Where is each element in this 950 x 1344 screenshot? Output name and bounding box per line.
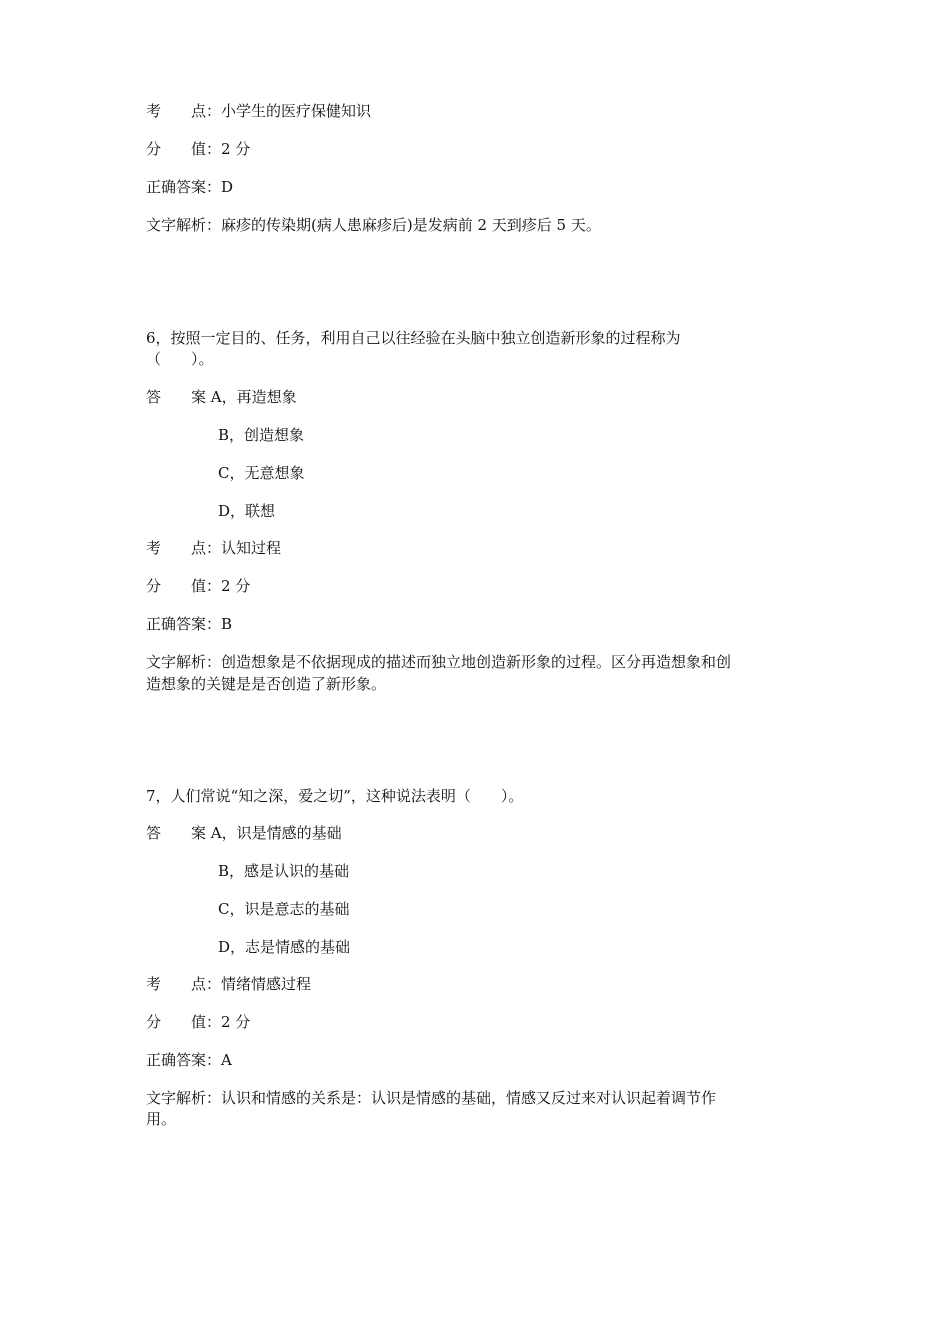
q6-analysis-line2: 造想象的关键是是否创造了新形象。 [146,675,387,693]
prev-fenzhi: 分 值：2 分 [146,140,251,158]
q7-answer: 正确答案：A [146,1051,232,1069]
q6-option-d: D，联想 [218,502,276,520]
q6-analysis-line1: 文字解析：创造想象是不依据现成的描述而独立地创造新形象的过程。区分再造想象和创 [146,653,732,671]
q7-kaodian: 考 点：情绪情感过程 [146,975,312,993]
q7-option-d: D，志是情感的基础 [218,938,351,956]
prev-answer: 正确答案：D [146,178,234,196]
q7-analysis-line1: 文字解析：认识和情感的关系是：认识是情感的基础，情感又反过来对认识起着调节作 [146,1089,717,1107]
q6-fenzhi: 分 值：2 分 [146,577,251,595]
q6-answer: 正确答案：B [146,615,233,633]
prev-analysis: 文字解析：麻疹的传染期(病人患麻疹后)是发病前 2 天到疹后 5 天。 [146,216,601,234]
q7-analysis-line2: 用。 [146,1110,177,1128]
q7-question: 7，人们常说“知之深，爱之切”，这种说法表明（ ）。 [146,787,524,805]
q6-option-c: C，无意想象 [218,464,305,482]
q7-option-b: B，感是认识的基础 [218,862,350,880]
q7-fenzhi: 分 值：2 分 [146,1013,251,1031]
q6-option-a: 答 案 A，再造想象 [146,388,297,406]
prev-kaodian: 考 点：小学生的医疗保健知识 [146,102,372,120]
q6-kaodian: 考 点：认知过程 [146,539,282,557]
q6-option-b: B，创造想象 [218,426,305,444]
q6-question-line1: 6，按照一定目的、任务，利用自己以往经验在头脑中独立创造新形象的过程称为 [146,329,681,347]
q7-option-c: C，识是意志的基础 [218,900,350,918]
q7-option-a: 答 案 A，识是情感的基础 [146,824,342,842]
q6-question-line2: （ ）。 [146,350,214,368]
